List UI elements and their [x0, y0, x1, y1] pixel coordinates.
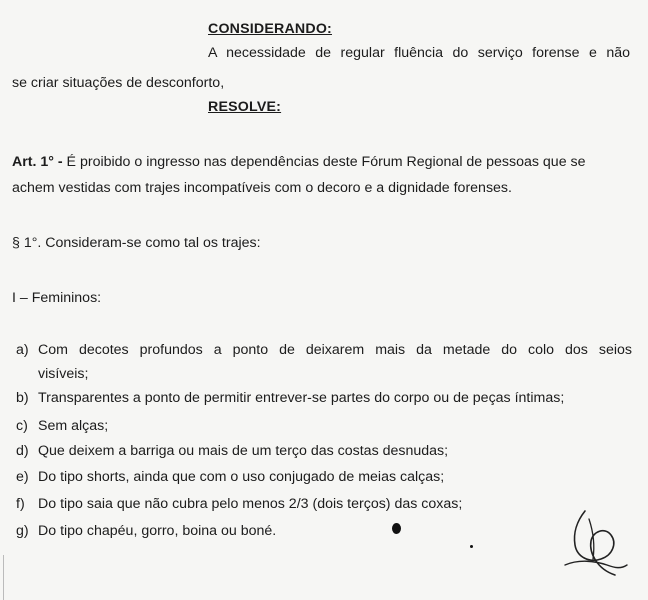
paragraph-1: § 1°. Consideram-se como tal os trajes:: [12, 235, 261, 251]
item-text: Do tipo saia que não cubra pelo menos 2/3 (dois terços) das coxas;: [38, 496, 463, 512]
art1-label: Art. 1° -: [12, 154, 63, 170]
item-text: Transparentes a ponto de permitir entrever-se partes do corpo ou de peças íntimas;: [38, 390, 565, 406]
resolve-heading: RESOLVE:: [208, 99, 282, 115]
art1-line-1: [12, 153, 586, 171]
item-text: Com decotes profundos a ponto de deixarem mais da metade do colo dos seios: [38, 342, 632, 358]
considerando-heading: CONSIDERANDO:: [208, 21, 332, 37]
signature-icon: [555, 503, 635, 583]
item-label: c): [16, 418, 28, 434]
item-text: Sem alças;: [38, 418, 109, 434]
list-item: [16, 341, 636, 381]
considerando-line-1: A necessidade de regular fluência do serviço forense e não: [208, 45, 630, 61]
item-text: Do tipo shorts, ainda que com o uso conjugado de meias calças;: [38, 469, 445, 485]
item-label: a): [16, 342, 29, 358]
considerando-line-2: se criar situações de desconforto,: [12, 75, 225, 91]
item-label: f): [16, 496, 25, 512]
item-text: Do tipo chapéu, gorro, boina ou boné.: [38, 523, 277, 539]
page-edge-line: [3, 555, 4, 600]
item-text: Que deixem a barriga ou mais de um terço das costas desnudas;: [38, 443, 449, 459]
item-text-continued: visíveis;: [38, 366, 89, 382]
art1-line-2: achem vestidas com trajes incompatíveis com o decoro e a dignidade forenses.: [12, 180, 512, 196]
item-label: g): [16, 523, 29, 539]
item-label: e): [16, 469, 29, 485]
ink-dot: [392, 523, 401, 534]
art1-text-1: É proibido o ingresso nas dependências deste Fórum Regional de pessoas que se: [62, 154, 586, 170]
item-label: d): [16, 443, 29, 459]
ink-speck: [470, 545, 473, 548]
femininos-heading: I – Femininos:: [12, 290, 102, 306]
item-label: b): [16, 390, 29, 406]
